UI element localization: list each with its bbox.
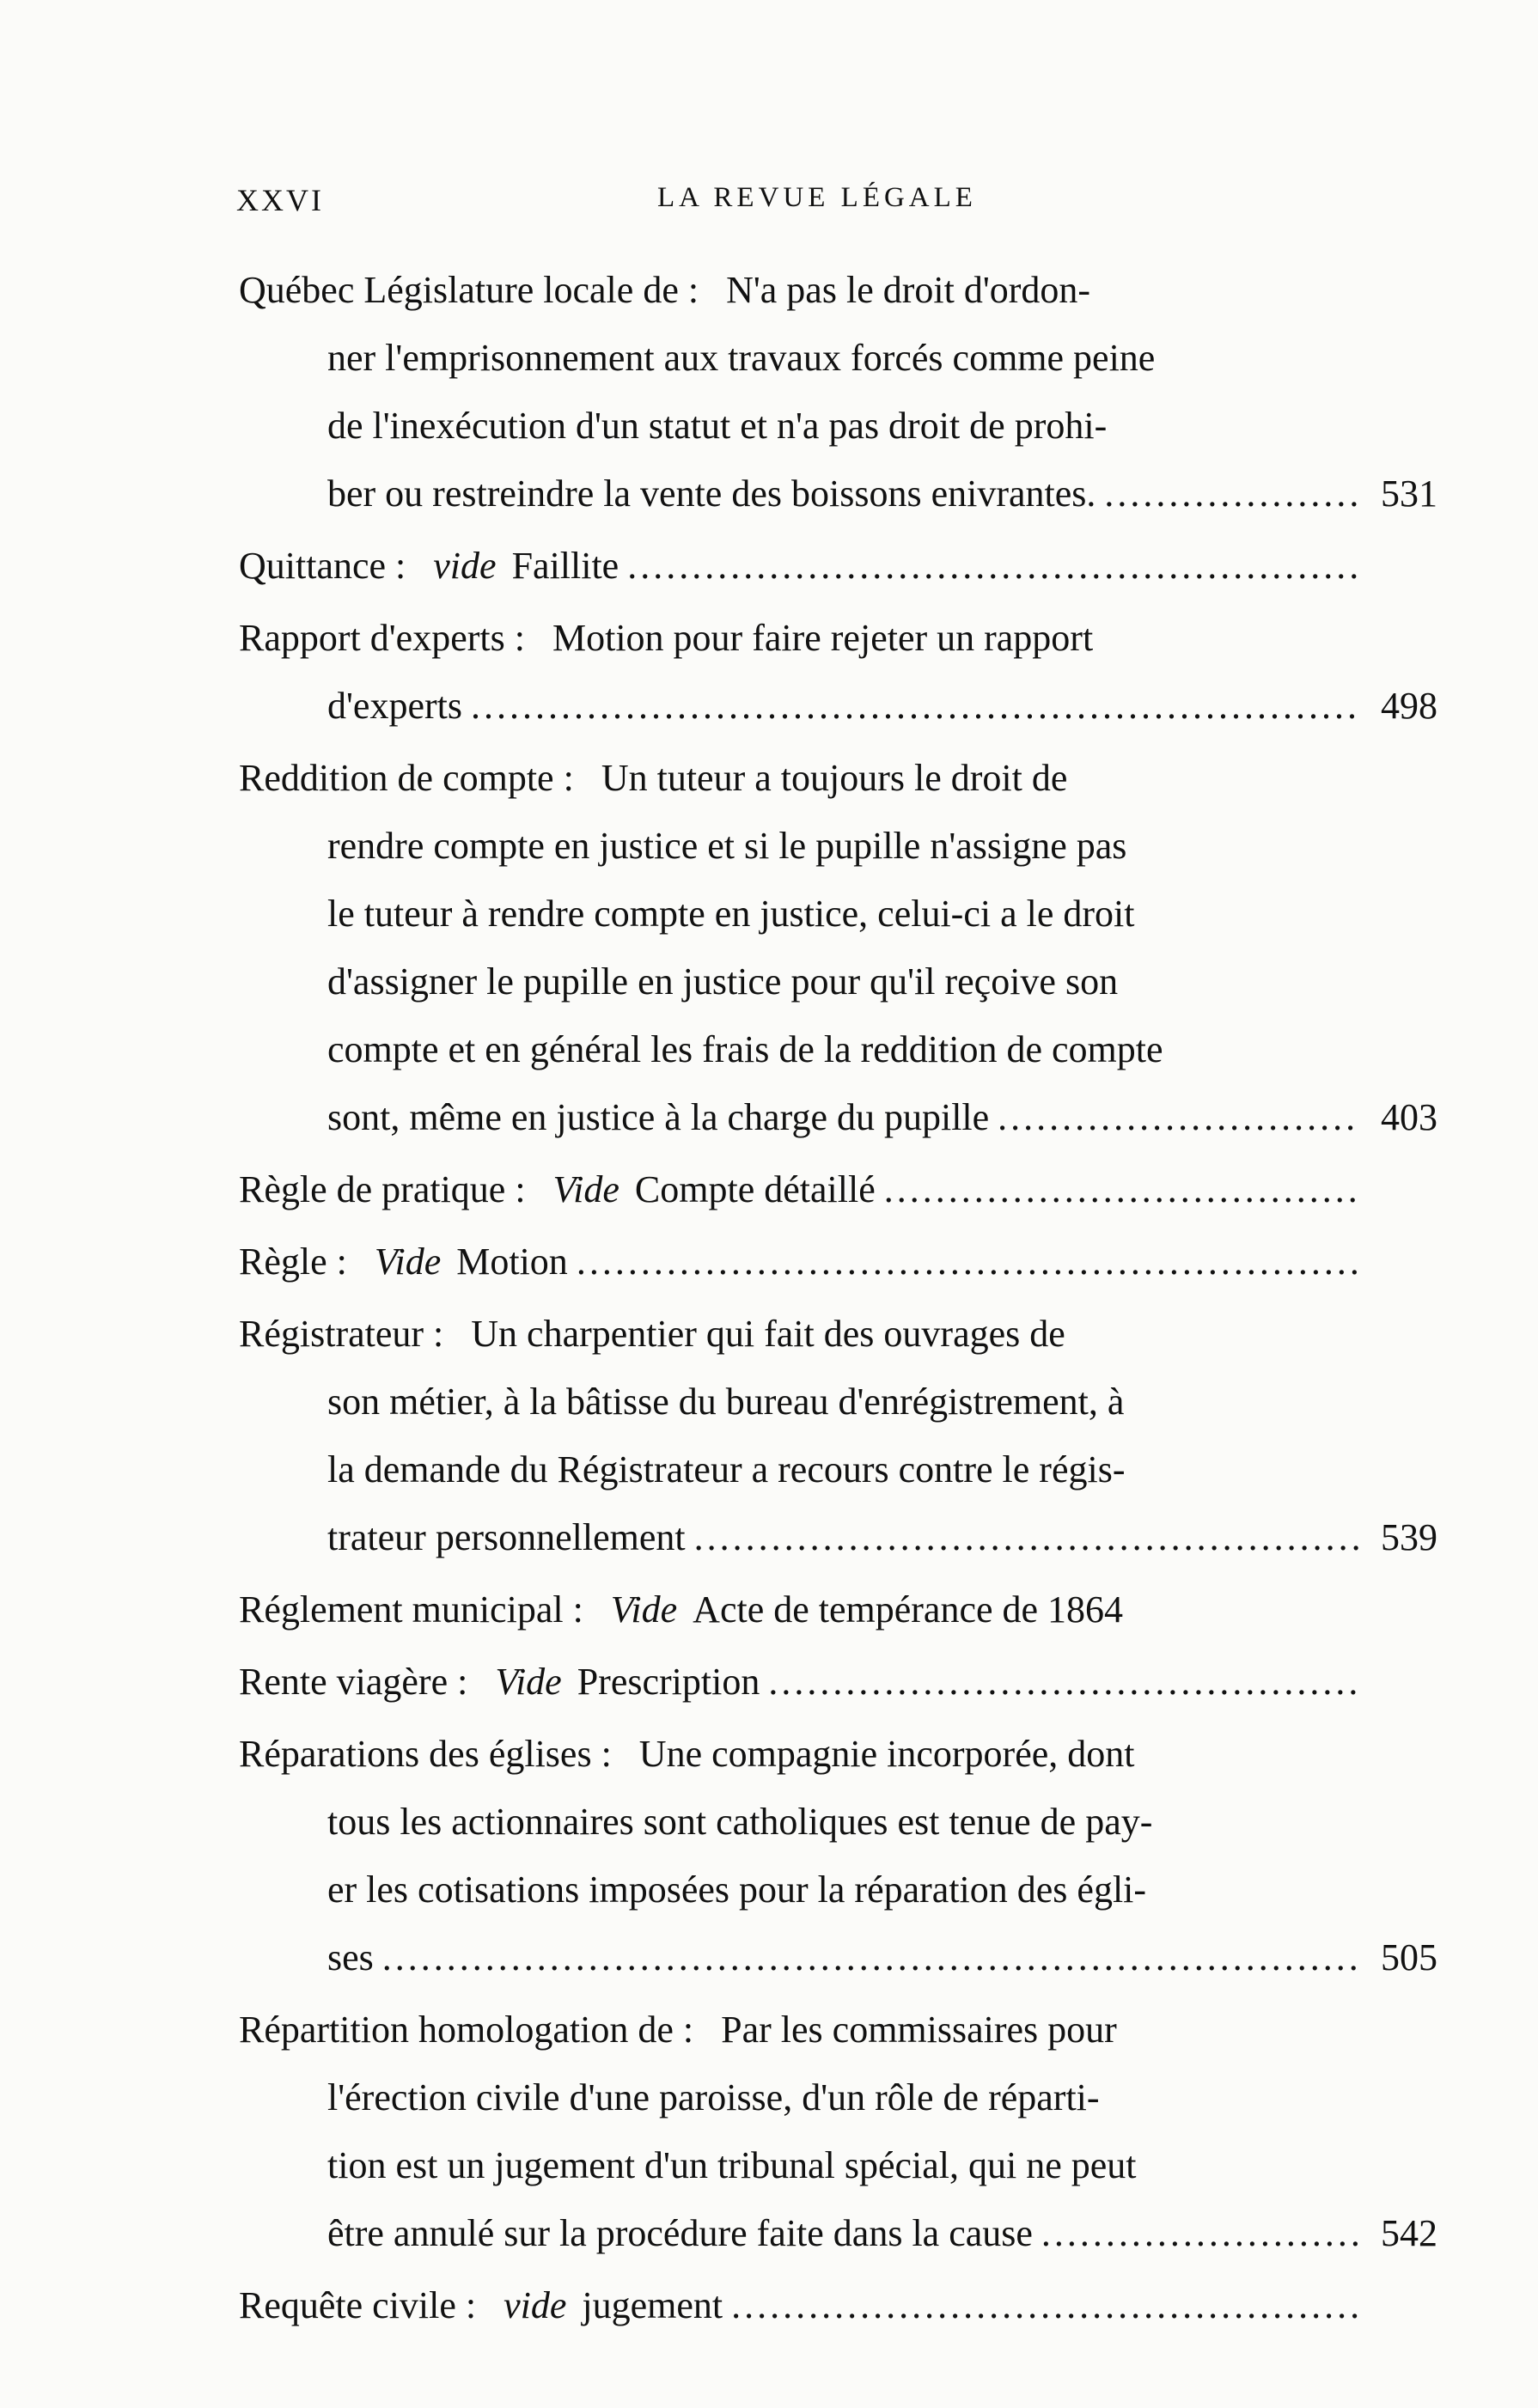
dot-leaders bbox=[731, 2271, 1360, 2339]
entry-term: Répartition homologation de : bbox=[239, 2009, 694, 2051]
entry-line bbox=[239, 1436, 1437, 1503]
entry-line bbox=[239, 1856, 1437, 1923]
index-body bbox=[239, 256, 1437, 2344]
entry-text: d'assigner le pupille en justice pour qu'il reçoive son bbox=[327, 960, 1119, 1003]
entry-line bbox=[239, 1576, 1437, 1643]
entry-term: Requête civile : bbox=[239, 2284, 477, 2326]
entry-term: Règle de pratique : bbox=[239, 1168, 526, 1210]
dot-leaders bbox=[768, 1648, 1360, 1716]
entry-text: trateur personnellement bbox=[327, 1516, 686, 1558]
see-also-marker: vide bbox=[433, 545, 497, 587]
index-entry bbox=[239, 1720, 1437, 1991]
entry-line bbox=[239, 1300, 1437, 1368]
entry-text: Une compagnie incorporée, dont bbox=[638, 1733, 1135, 1775]
entry-text: tion est un jugement d'un tribunal spécial, qui ne peut bbox=[327, 2144, 1137, 2186]
page-reference: 498 bbox=[1381, 685, 1437, 727]
entry-term: Reddition de compte : bbox=[239, 757, 574, 799]
page-reference: 403 bbox=[1381, 1096, 1437, 1138]
entry-line bbox=[239, 324, 1437, 392]
index-entry bbox=[239, 1155, 1437, 1223]
entry-term: Rente viagère : bbox=[239, 1661, 468, 1703]
entry-line bbox=[239, 256, 1437, 324]
entry-line bbox=[239, 1788, 1437, 1856]
page-folio: XXVI bbox=[236, 183, 324, 217]
entry-text: être annulé sur la procédure faite dans la cause bbox=[327, 2212, 1033, 2254]
page-reference: 505 bbox=[1381, 1936, 1437, 1978]
entry-line bbox=[239, 812, 1437, 880]
entry-term: Québec Législature locale de : bbox=[239, 269, 699, 311]
entry-term: Quittance : bbox=[239, 545, 406, 587]
entry-term: Réglement municipal : bbox=[239, 1588, 583, 1631]
entry-line bbox=[239, 1015, 1437, 1083]
entry-text: Un tuteur a toujours le droit de bbox=[601, 757, 1068, 799]
index-entry bbox=[239, 532, 1437, 600]
running-header bbox=[236, 182, 1435, 234]
entry-line bbox=[239, 948, 1437, 1015]
entry-line bbox=[239, 532, 1437, 600]
page-reference: 542 bbox=[1381, 2212, 1437, 2254]
entry-text: Par les commissaires pour bbox=[721, 2009, 1117, 2051]
entry-line bbox=[239, 1996, 1437, 2064]
entry-text: le tuteur à rendre compte en justice, celui-ci a le droit bbox=[327, 893, 1135, 935]
entry-line bbox=[239, 460, 1437, 527]
dot-leaders bbox=[577, 1228, 1360, 1295]
index-entry bbox=[239, 256, 1437, 527]
entry-text: N'a pas le droit d'ordon- bbox=[726, 269, 1091, 311]
entry-line bbox=[239, 1503, 1437, 1571]
cross-reference: Compte détaillé bbox=[634, 1168, 876, 1210]
entry-text: de l'inexécution d'un statut et n'a pas droit de prohi- bbox=[327, 405, 1108, 447]
entry-line bbox=[239, 1648, 1437, 1716]
dot-leaders bbox=[694, 1503, 1360, 1571]
dot-leaders bbox=[998, 1083, 1360, 1151]
entry-text: Motion pour faire rejeter un rapport bbox=[552, 617, 1094, 659]
entry-line bbox=[239, 1228, 1437, 1295]
entry-text: ber ou restreindre la vente des boissons enivrantes. bbox=[327, 472, 1096, 515]
entry-line bbox=[239, 672, 1437, 740]
page-reference: 539 bbox=[1381, 1516, 1437, 1558]
index-entry bbox=[239, 1996, 1437, 2267]
index-entry bbox=[239, 1228, 1437, 1295]
entry-text: compte et en général les frais de la reddition de compte bbox=[327, 1028, 1163, 1070]
cross-reference: Prescription bbox=[577, 1661, 760, 1703]
entry-text: tous les actionnaires sont catholiques est tenue de pay- bbox=[327, 1801, 1153, 1843]
page-reference: 531 bbox=[1381, 472, 1437, 515]
cross-reference: Faillite bbox=[511, 545, 619, 587]
index-entry bbox=[239, 1576, 1437, 1643]
entry-term: Régistrateur : bbox=[239, 1313, 444, 1355]
entry-line bbox=[239, 1923, 1437, 1991]
entry-text: la demande du Régistrateur a recours contre le régis- bbox=[327, 1448, 1126, 1491]
index-entry bbox=[239, 1648, 1437, 1716]
entry-text: l'érection civile d'une paroisse, d'un rôle de réparti- bbox=[327, 2076, 1100, 2118]
entry-text: ner l'emprisonnement aux travaux forcés comme peine bbox=[327, 337, 1156, 379]
dot-leaders bbox=[382, 1923, 1360, 1991]
entry-term: Règle : bbox=[239, 1241, 347, 1283]
entry-line bbox=[239, 2199, 1437, 2267]
see-also-marker: Vide bbox=[610, 1588, 678, 1631]
index-entry bbox=[239, 604, 1437, 740]
entry-line bbox=[239, 604, 1437, 672]
entry-text: d'experts bbox=[327, 685, 462, 727]
entry-term: Réparations des églises : bbox=[239, 1733, 612, 1775]
entry-text: sont, même en justice à la charge du pupille bbox=[327, 1096, 990, 1138]
entry-term: Rapport d'experts : bbox=[239, 617, 525, 659]
index-entry bbox=[239, 744, 1437, 1151]
index-entry bbox=[239, 2271, 1437, 2339]
dot-leaders bbox=[884, 1155, 1360, 1223]
see-also-marker: Vide bbox=[495, 1661, 562, 1703]
cross-reference: Acte de tempérance de 1864 bbox=[693, 1588, 1124, 1631]
entry-line bbox=[239, 1083, 1437, 1151]
entry-line bbox=[239, 1720, 1437, 1788]
running-title: LA REVUE LÉGALE bbox=[657, 182, 977, 213]
dot-leaders bbox=[1041, 2199, 1360, 2267]
entry-line bbox=[239, 2131, 1437, 2199]
dot-leaders bbox=[471, 672, 1360, 740]
entry-text: er les cotisations imposées pour la réparation des égli- bbox=[327, 1868, 1147, 1911]
entry-line bbox=[239, 2064, 1437, 2131]
entry-text: rendre compte en justice et si le pupille n'assigne pas bbox=[327, 825, 1127, 867]
cross-reference: jugement bbox=[582, 2284, 723, 2326]
see-also-marker: Vide bbox=[552, 1168, 619, 1210]
entry-text: son métier, à la bâtisse du bureau d'enrégistrement, à bbox=[327, 1381, 1125, 1423]
entry-line bbox=[239, 2271, 1437, 2339]
cross-reference: Motion bbox=[456, 1241, 568, 1283]
entry-line bbox=[239, 744, 1437, 812]
entry-text: Un charpentier qui fait des ouvrages de bbox=[471, 1313, 1065, 1355]
dot-leaders bbox=[1104, 460, 1360, 527]
see-also-marker: Vide bbox=[374, 1241, 442, 1283]
entry-text: ses bbox=[327, 1936, 374, 1978]
entry-line bbox=[239, 880, 1437, 948]
entry-line bbox=[239, 1155, 1437, 1223]
index-entry bbox=[239, 1300, 1437, 1571]
entry-line bbox=[239, 1368, 1437, 1436]
entry-line bbox=[239, 392, 1437, 460]
dot-leaders bbox=[627, 532, 1360, 600]
see-also-marker: vide bbox=[504, 2284, 567, 2326]
